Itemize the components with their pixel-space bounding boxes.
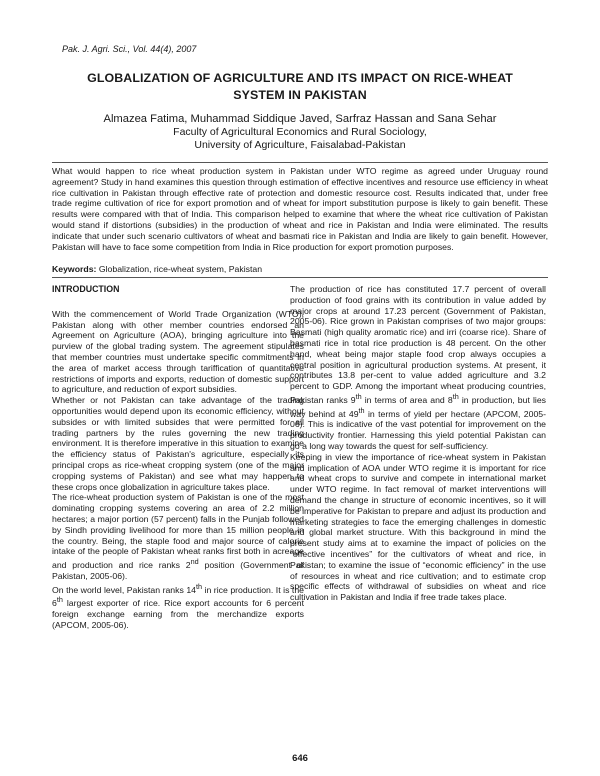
introduction-heading: INTRODUCTION	[52, 284, 120, 294]
intro-paragraph-4: On the world level, Pakistan ranks 14th in rice production. It is the 6th largest exporter of rice. Rice export accounts for 6 percent foreign exchange earning from the merchandize exports (APCOM, 2005-06).	[52, 581, 304, 630]
paper-title-line-2: SYSTEM IN PAKISTAN	[233, 87, 367, 102]
intro-paragraph-6: Keeping in view the importance of rice-wheat system in Pakistan and implication of AOA under WTO regime it is important for rice and wheat crops to survive and compete in international market under WTO regime. In fact removal of market interventions will demand the change in structure of economic incentives, so it will be imperative for Pakistan to prepare and adjust its production and marketing strategies to face the emerging challenges in domestic and global market structure. With this background in mind the present study aims at to examine the impact of policies on the “effective incentives” for the cultivators of wheat and rice, in Pakistan; to examine the issue of “economic efficiency” in the use of resources in wheat and rice cultivation; and to estimate crop specific effects of withdrawal of subsidies on wheat and rice cultivation in Pakistan and India if free trade takes place.	[290, 451, 546, 603]
affiliation	[40, 126, 560, 152]
abstract-top-rule	[52, 162, 548, 163]
intro-paragraph-5: The production of rice has constituted 17.7 percent of overall production of food grains with its contribution in value added by major crops at around 17.23 percent (Government of Pakistan, 2005-06). Rice grown in Pakistan comprises of two major groups: Basmati (high quality aromatic rice) and irri (coarse rice). Share of basmati rice in total rice production is 48 percent. On the other hand, wheat being major staple food crop always occupies a central position in agricultural production systems. At present, it contributes 13.8 per-cent to value added agriculture and 3.2 percent to GDP. Among the important wheat producing countries, Pakistan ranks 9th in terms of area and 8th in production, but lies way behind at 49th in terms of yield per hectare (APCOM, 2005-06). This is indicative of the vast potential for improvement on the productivity frontier. Harnessing this yield potential Pakistan can go a long way towards the quest for self-sufficiency.	[290, 284, 547, 451]
paper-title	[40, 70, 560, 103]
journal-citation: Pak. J. Agri. Sci., Vol. 44(4), 2007	[62, 44, 197, 54]
author-list: Almazea Fatima, Muhammad Siddique Javed, Sarfraz Hassan and Sana Sehar	[103, 113, 497, 125]
keywords-label: Keywords:	[52, 264, 97, 274]
affiliation-line-1: Faculty of Agricultural Economics and Rural Sociology,	[173, 126, 427, 138]
abstract: What would happen to rice wheat production system in Pakistan under WTO regime as agreed under Uruguay round agreement? Study in hand examines this question through estimation of effective incentives and resource use efficiency in wheat rice cultivation in Pakistan through effective rate of protection and domestic resource cost. Results indicated that, under free trade regime cultivation of rice for export promotion and of wheat for import substitution purpose is likely to gain benefit. These results were compared with that of India. This comparison helped to examine that where the wheat rice cultivation of Pakistan would stand if distortions (subsidies) in the production of wheat and rice in Pakistan and India were eliminated. The results indicate that under such scenario cultivators of wheat and basmati rice in Pakistan and India are likely to gain benefit. However, Pakistan will have to face some competition from India in Rice production for export promotion purposes.	[52, 166, 548, 252]
left-column	[52, 284, 304, 631]
paper-title-line-1: GLOBALIZATION OF AGRICULTURE AND ITS IMPACT ON RICE-WHEAT	[87, 71, 513, 85]
keywords-text: Globalization, rice-wheat system, Pakistan	[98, 264, 263, 274]
page-number: 646	[292, 753, 308, 764]
affiliation-line-2: University of Agriculture, Faisalabad-Pakistan	[194, 139, 406, 151]
intro-paragraph-1: With the commencement of World Trade Organization (WTO), Pakistan along with other member countries endorsed an Agreement on Agriculture (AOA), bringing agriculture into the purview of the global trading system. The agreement stipulates that member countries must undertake specific commitments in the area of market access through tariffication of quantitative restrictions of imports and exports, reduction of domestic support to agriculture, and reduction of export subsidies.	[52, 308, 304, 395]
intro-paragraph-3: The rice-wheat production system of Pakistan is one of the most dominating cropping systems covering an area of 2.2 million hectares; a major portion (57 percent) falls in the Punjab followed by Sindh providing livelihood for more than 15 million people in the country. Being, the staple food and major source of calorie intake of the people of Pakistan wheat ranks first both in acreage and production and rice ranks 2nd position (Government of Pakistan, 2005-06).	[52, 492, 304, 581]
abstract-bottom-rule	[52, 277, 548, 278]
intro-paragraph-2: Whether or not Pakistan can take advantage of the trading opportunities would depend upon its economic efficiency, without subsides or with limited subsides that were permitted for all trading partners by the rules governing the new trading environment. It is therefore imperative in this situation to examine the efficiency status of Pakistan's agriculture, especially its principal crops as rice-wheat cropping system (one of the major cropping systems of Pakistan) and see what may happen to these crops once globalization in agriculture takes place.	[52, 395, 304, 492]
right-column	[290, 284, 546, 603]
keywords	[52, 264, 548, 275]
